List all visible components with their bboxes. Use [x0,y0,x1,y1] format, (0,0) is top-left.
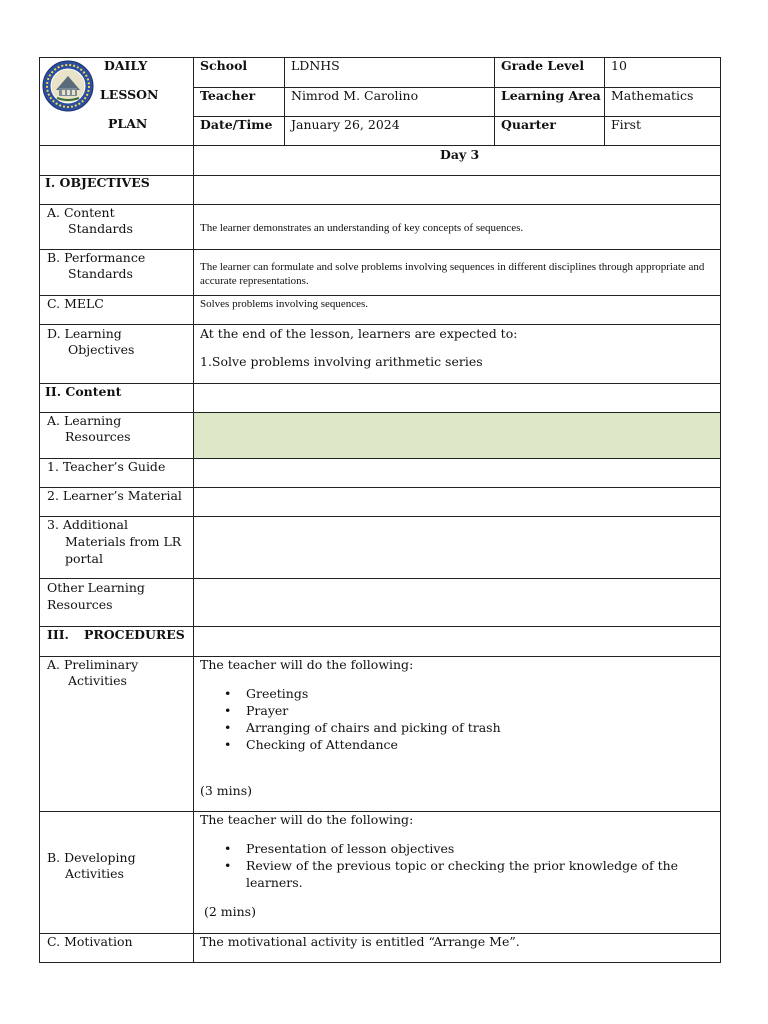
preliminary-activities-list [200,685,501,753]
learning-objective-item: 1.Solve problems involving arithmetic series [200,354,483,369]
additional-materials-label-1: 3. Additional [47,517,128,532]
border-line [39,295,721,296]
school-seal-logo [42,60,94,112]
date-value: January 26, 2024 [291,117,400,132]
teacher-value: Nimrod M. Carolino [291,88,419,103]
procedures-heading: PROCEDURES [84,627,185,642]
school-value: LDNHS [291,58,340,73]
title-plan: PLAN [108,116,148,131]
list-item: • Review of the previous topic or checking the prior knowledge of the learners. [200,857,700,891]
border-line [284,57,285,146]
learning-resources-label-2: Resources [65,429,131,444]
learning-area-label: Learning Area [501,88,601,103]
developing-time: (2 mins) [200,904,256,919]
quarter-value: First [611,117,642,132]
performance-standards-text: The learner can formulate and solve problems involving sequences in different disciplines through appropriate and accurate representations. [200,261,705,287]
grade-value: 10 [611,58,627,73]
performance-standards-label-1: B. Performance [47,250,146,265]
title-lesson: LESSON [100,87,159,102]
border-line [39,57,40,963]
learning-objectives-label-1: D. Learning [47,326,122,341]
preliminary-label-2: Activities [68,673,127,688]
list-item: • Prayer [200,702,501,719]
day-label: Day 3 [440,147,480,162]
other-resources-label-2: Resources [47,597,113,612]
border-line [39,578,721,579]
border-line [494,57,495,146]
grade-label: Grade Level [501,58,585,73]
border-line [39,145,721,146]
learners-material-label: 2. Learner’s Material [47,488,182,503]
melc-label: C. MELC [47,296,104,311]
title-daily: DAILY [104,58,148,73]
list-item: • Arranging of chairs and picking of trash [200,719,501,736]
additional-materials-label-2: Materials from LR [65,534,182,549]
border-line [39,204,721,205]
learning-objectives-label-2: Objectives [68,342,135,357]
date-label: Date/Time [200,117,273,132]
procedures-heading-number: III. [47,627,69,642]
motivation-text: The motivational activity is entitled “Arrange Me”. [200,934,520,949]
developing-intro: The teacher will do the following: [200,812,414,827]
content-standards-text: The learner demonstrates an understanding of key concepts of sequences. [200,222,524,234]
school-label: School [200,58,248,73]
learning-area-value: Mathematics [611,88,694,103]
teacher-label: Teacher [200,88,256,103]
list-item: • Presentation of lesson objectives [200,840,700,857]
border-line [39,383,721,384]
teachers-guide-label: 1. Teacher’s Guide [47,459,166,474]
additional-materials-label-3: portal [65,551,103,566]
content-heading: II. Content [45,384,122,399]
border-line [39,324,721,325]
developing-label-2: Activities [65,866,124,881]
border-line [720,57,721,963]
border-line [604,57,605,146]
motivation-label: C. Motivation [47,934,133,949]
learning-objectives-intro: At the end of the lesson, learners are expected to: [200,326,518,341]
preliminary-time: (3 mins) [200,783,252,798]
learning-resources-highlight [194,413,720,458]
border-line [193,57,194,963]
list-item: • Greetings [200,685,501,702]
developing-activities-list [200,840,700,891]
objectives-heading: I. OBJECTIVES [45,175,150,190]
developing-label-1: B. Developing [47,850,136,865]
performance-standards-label-2: Standards [68,266,133,281]
preliminary-label-1: A. Preliminary [47,657,139,672]
list-item: • Checking of Attendance [200,736,501,753]
border-line [39,962,721,963]
border-line [39,516,721,517]
content-standards-label-2: Standards [68,221,133,236]
learning-resources-label-1: A. Learning [47,413,122,428]
quarter-label: Quarter [501,117,556,132]
other-resources-label-1: Other Learning [47,580,145,595]
preliminary-intro: The teacher will do the following: [200,657,414,672]
melc-text: Solves problems involving sequences. [200,298,369,310]
content-standards-label-1: A. Content [47,205,115,220]
